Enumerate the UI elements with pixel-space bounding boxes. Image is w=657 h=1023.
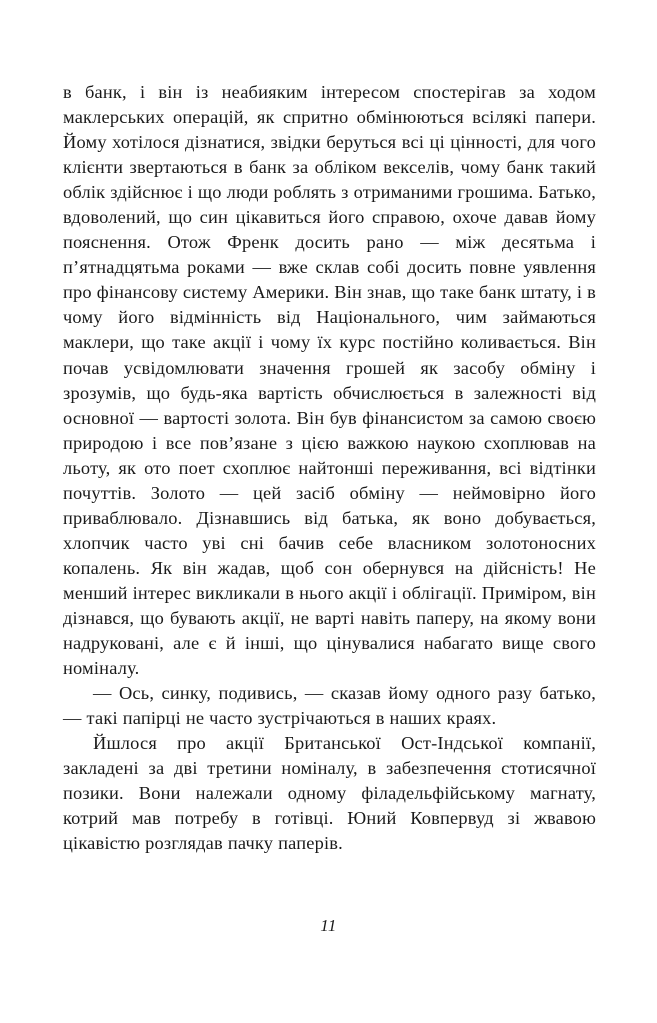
paragraph-shares: Йшлося про акції Британської Ост-Індської компанії, закладені за дві третини номіналу, в забезпечення стотисячної позики. Вони належали одному філадельфійському магнату, котрий мав потребу в готівці. Юний Ковпервуд зі жвавою цікавістю розглядав пачку паперів. — [63, 733, 596, 854]
paragraph-continued: в банк, і він із неабияким інтересом спостерігав за ходом маклерських операцій, як спритно обмінюються всілякі папери. Йому хотілося дізнатися, звідки беруться всі ці цінності, для чого клієнти звертаються в банк за обліком векселів, чому банк такий облік здійснює і що люди роблять з отриманими грошима. Батько, вдоволений, що син цікавиться його справою, охоче давав йому пояснення. Отож Френк досить рано — між десятьма і п’ятнадцятьма роками — вже склав собі досить повне уявлення про фінансову систему Америки. Він знав, що таке банк штату, і в чому його відмінність від Національного, чим займаються маклери, що таке акції і чому їх курс постійно коливається. Він почав усвідомлювати значення грошей як засобу обміну і зрозумів, що будь-яка вартість обчислюється в залежності від основної — вартості золота. Він був фінансистом за самою своєю природою і все пов’язане з цією важкою наукою схоплював на льоту, як ото поет схоплює найтонші переживання, всі відтінки почуттів. Золото — цей засіб обміну — неймовірно його приваблювало. Дізнавшись від батька, як воно добувається, хлопчик часто уві сні бачив себе власником золотоносних копалень. Як він жадав, щоб сон обернувся на дійсність! Не менший інтерес викликали в нього акції і облігації. Приміром, він дізнався, що бувають акції, не варті навіть паперу, на якому вони надруковані, але є й інші, що цінувалися набагато вище свого номіналу. — [63, 82, 596, 679]
page-text-block — [63, 80, 596, 856]
page-number: 11 — [320, 916, 337, 935]
paragraph-dialogue: — Ось, синку, подивись, — сказав йому одного разу батько, — такі папірці не часто зустрічаються в наших краях. — [63, 683, 596, 729]
